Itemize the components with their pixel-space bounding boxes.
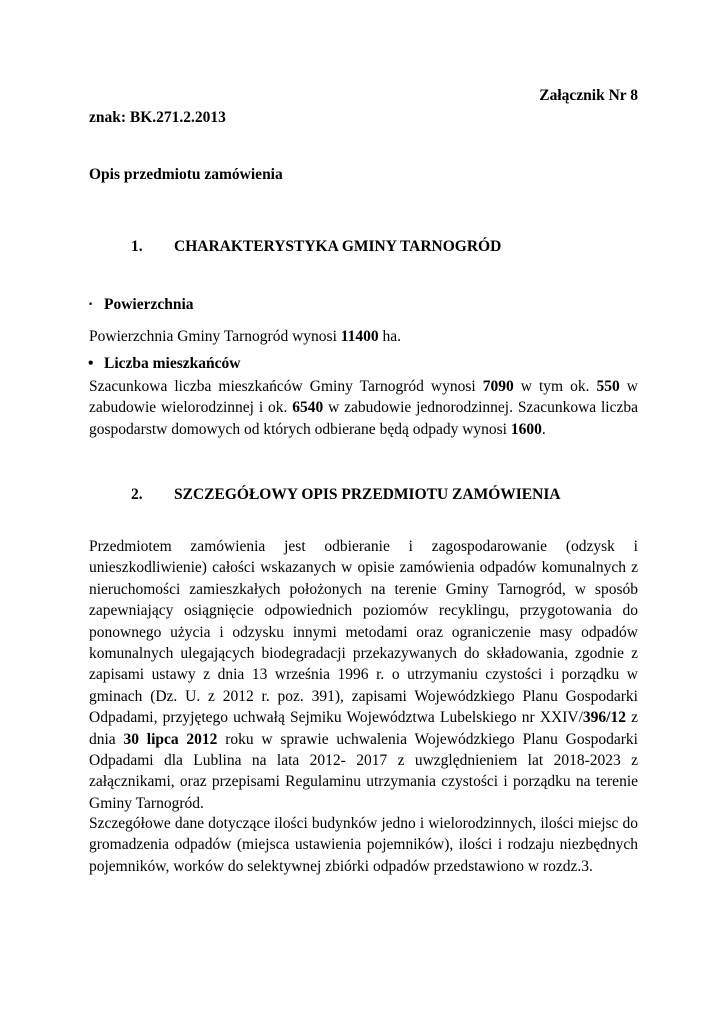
reference-number: znak: BK.271.2.2013 bbox=[89, 109, 226, 126]
area-heading-row bbox=[88, 294, 194, 315]
section-2-number: 2. bbox=[131, 486, 143, 503]
details-paragraph: Szczegółowe dane dotyczące ilości budynków jedno i wielorodzinnych, ilości miejsc do gromadzenia odpadów (miejsca ustawienia pojemników), ilości i rodzaju niezbędnych pojemników, worków do selektywnej zbiórki odpadów przedstawiono w rozdz.3. bbox=[89, 815, 638, 875]
section-1-title: CHARAKTERYSTYKA GMINY TARNOGRÓD bbox=[174, 238, 502, 255]
area-value: 11400 bbox=[340, 328, 379, 345]
section-2-heading bbox=[131, 484, 561, 505]
population-total: 7090 bbox=[482, 378, 514, 395]
household-count: 1600 bbox=[510, 420, 542, 438]
population-paragraph bbox=[89, 376, 638, 440]
scope-text-part: z dnia bbox=[89, 709, 638, 748]
population-text-part: . bbox=[541, 420, 546, 438]
section-1-heading bbox=[131, 236, 501, 257]
resolution-date: 30 lipca 2012 bbox=[123, 730, 218, 748]
document-title: Opis przedmiotu zamówienia bbox=[89, 166, 283, 183]
section-2-title: SZCZEGÓŁOWY OPIS PRZEDMIOTU ZAMÓWIENIA bbox=[174, 486, 561, 503]
bullet-icon: • bbox=[88, 355, 94, 372]
area-text bbox=[89, 326, 401, 347]
attachment-label: Załącznik Nr 8 bbox=[539, 87, 638, 104]
section-1-number: 1. bbox=[131, 238, 143, 255]
scope-text-part: Przedmiotem zamówienia jest odbieranie i zagospodarowanie (odzysk i unieszkodliwienie) całości wskazanych w opisie zamówienia odpadów komunalnych z nieruchomości zamieszkałych położonych na terenie Gminy Tarnogród, w sposób zapewniający osiągnięcie odpowiednich poziomów recyklingu, przygotowania do ponownego użycia i odzysku innymi metodami oraz ograniczenie masy odpadów komunalnych ulegających biodegradacji przekazywanych do składowania, zgodnie z zapisami ustawy z dnia 13 września 1996 r. o utrzymaniu czystości i porządku w gminach (Dz. U. z 2012 r. poz. 391), zapisami Wojewódzkiego Planu Gospodarki Odpadami, przyjętego uchwałą Sejmiku Województwa Lubelskiego nr XXIV/ bbox=[89, 538, 638, 727]
area-unit: ha. bbox=[378, 328, 402, 345]
population-multi-family: 550 bbox=[596, 378, 620, 395]
population-text-part: w zabudowie wielorodzinnej i ok. bbox=[89, 378, 638, 417]
area-heading: Powierzchnia bbox=[104, 296, 194, 313]
population-single-family: 6540 bbox=[292, 399, 324, 417]
population-text-part: Szacunkowa liczba mieszkańców Gminy Tarnogród wynosi bbox=[89, 378, 483, 395]
population-text-part: w tym ok. bbox=[513, 378, 597, 395]
population-heading: Liczba mieszkańców bbox=[104, 355, 241, 372]
resolution-number: 396/12 bbox=[582, 709, 626, 727]
scope-text-part: roku w sprawie uchwalenia Wojewódzkiego Planu Gospodarki Odpadami dla Lublina na lata 2012- 2017 z uwzględnieniem lat 2018-2023 z załącznikami, oraz przepisami Regulaminu utrzymania czystości i porządku na terenie Gminy Tarnogród. bbox=[89, 730, 638, 812]
area-text-part: Powierzchnia Gminy Tarnogród wynosi bbox=[89, 328, 341, 345]
bullet-icon: · bbox=[88, 296, 94, 313]
population-text-part: w zabudowie jednorodzinnej. Szacunkowa liczba gospodarstw domowych od których odbierane będą odpady wynosi bbox=[89, 399, 639, 438]
scope-paragraph bbox=[89, 536, 638, 814]
population-heading-row bbox=[88, 353, 240, 374]
